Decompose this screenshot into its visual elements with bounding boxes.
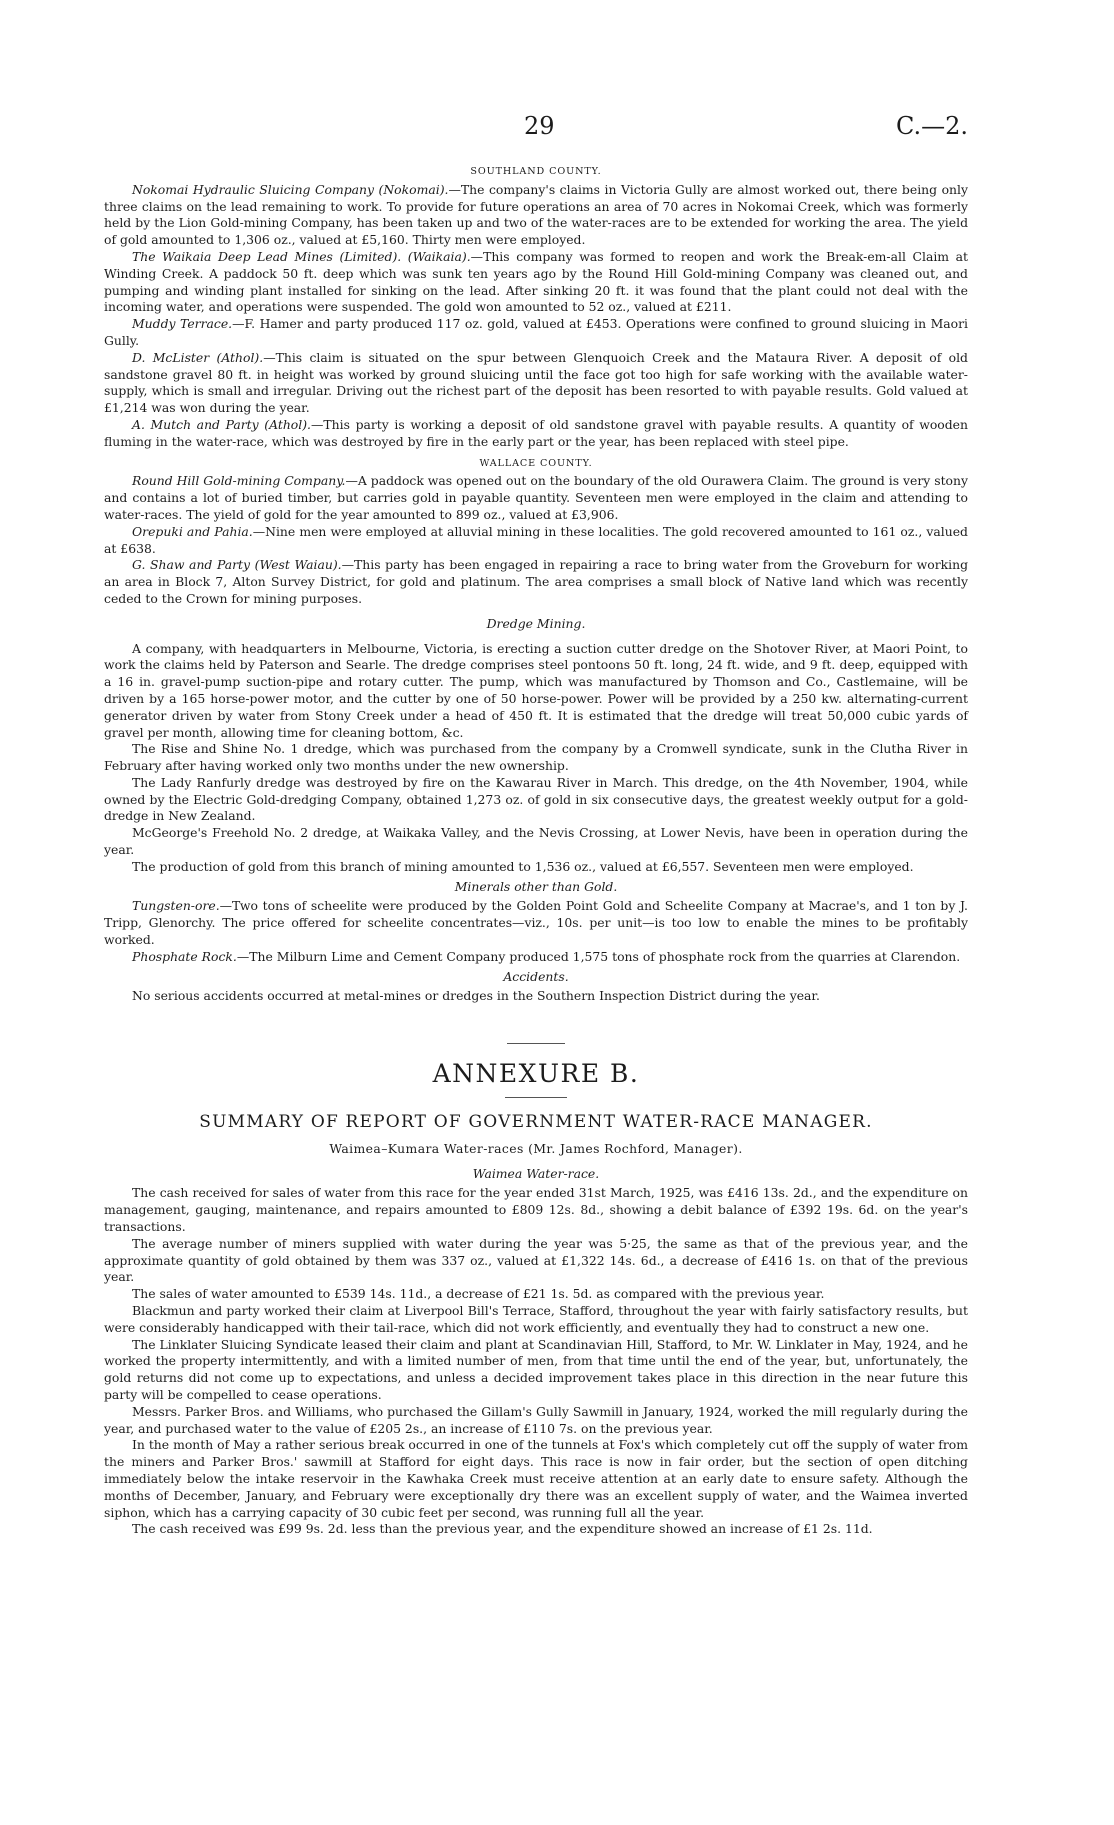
paragraph-text: —F. Hamer and party produced 117 oz. gold, valued at £453. Operations were confined to ground sluicing in Maori Gully.: [104, 316, 968, 348]
paragraph: A company, with headquarters in Melbourne, Victoria, is erecting a suction cutter dredge on the Shotover River, at Maori Point, to work the claims held by Paterson and Searle. The dredge comprises steel pontoons 50 ft. long, 24 ft. wide, and 9 ft. deep, equipped with a 16 in. gravel-pump suction-pipe and rotary cutter. The pump, which was manufactured by Thomson and Co., Castlemaine, will be driven by a 165 horse-power motor, and the cutter by one of 50 horse-power. Power will be provided by a 250 kw. alternating-current generator driven by water from Stony Creek under a head of 450 ft. It is estimated that the dredge will treat 50,000 cubic yards of gravel per month, allowing time for cleaning bottom, &c.: [104, 640, 968, 740]
annexure-title: ANNEXURE B.: [432, 1059, 640, 1089]
section-title-wallace: WALLACE COUNTY.: [479, 457, 593, 469]
paragraph: The cash received for sales of water from this race for the year ended 31st March, 1925, was £416 13s. 2d., and the expenditure on management, gauging, maintenance, and repairs amounted to £809 12s. 8d., showing a debit balance of £392 19s. 6d. on the year's transactions.: [104, 1185, 968, 1235]
paragraph: In the month of May a rather serious break occurred in one of the tunnels at Fox's which completely cut off the supply of water from the miners and Parker Bros.' sawmill at Stafford for eight days. This race is now in fair order, but the section of open ditching immediately below the intake reservoir in the Kawhaka Creek must receive attention at an early date to ensure safety. Although the months of December, January, and February were exceptionally dry there was an excellent supply of water, and the Waimea inverted siphon, which has a carrying capacity of 30 cubic feet per second, was running full all the year.: [104, 1437, 968, 1520]
paragraph: The cash received was £99 9s. 2d. less than the previous year, and the expenditure showed an increase of £1 2s. 11d.: [132, 1521, 873, 1537]
paragraph-text: —Two tons of scheelite were produced by the Golden Point Gold and Scheelite Company at Macrae's, and 1 ton by J. Tripp, Glenorchy. The price offered for scheelite concentrates—viz., 10s. per unit—is too low to enable the mines to be profitably worked.: [104, 898, 968, 948]
section-title-dredge: Dredge Mining.: [486, 615, 586, 631]
paragraph-text: —A paddock was opened out on the boundary of the old Ourawera Claim. The ground is very stony and contains a lot of buried timber, but carries gold in payable quantity. Seventeen men were employed in the claim and attending to water-races. The yield of gold for the year amounted to 899 oz., valued at £3,906.: [104, 473, 968, 522]
paragraph-lead: Nokomai Hydraulic Sluicing Company (Nokomai).: [132, 181, 449, 197]
annexure-subtitle: Waimea–Kumara Water-races (Mr. James Rochford, Manager).: [329, 1140, 743, 1156]
paragraph-lead: Orepuki and Pahia.: [132, 523, 253, 539]
section-divider: [507, 1043, 565, 1044]
paragraph: [104, 417, 968, 451]
paragraph-lead: D. McLister (Athol).: [132, 349, 264, 365]
paragraph-lead: Muddy Terrace.: [132, 316, 233, 332]
section-title-accidents: Accidents.: [503, 968, 569, 984]
paragraph: [104, 350, 968, 417]
southland-section: [104, 164, 968, 451]
paragraph-text: —This company was formed to reopen and work the Break-em-all Claim at Winding Creek. A paddock 50 ft. deep which was sunk ten years ago by the Round Hill Gold-mining Company was cleaned out, and pumping and winding plant installed for sinking on the lead. After sinking 20 ft. it was found that the plant could not deal with the incoming water, and operations were suspended. The gold won amounted to 52 oz., valued at £211.: [104, 248, 968, 315]
page-number: 29: [524, 112, 555, 140]
paragraph: The Lady Ranfurly dredge was destroyed by fire on the Kawarau River in March. This dredge, on the 4th November, 1904, while owned by the Electric Gold-dredging Company, obtained 1,273 oz. of gold in six consecutive days, the greatest weekly output for a gold-dredge in New Zealand.: [104, 774, 968, 824]
paragraph: McGeorge's Freehold No. 2 dredge, at Waikaka Valley, and the Nevis Crossing, at Lower Nevis, have been in operation during the year.: [104, 825, 968, 858]
paragraph: [104, 898, 968, 948]
annexure-section: [104, 1059, 968, 1538]
paragraph: The Linklater Sluicing Syndicate leased their claim and plant at Scandinavian Hill, Stafford, to Mr. W. Linklater in May, 1924, and he worked the property intermittently, and with a limited number of men, from that time until the end of the year, but, unfortunately, the gold returns did not come up to expectations, and unless a decided improvement takes place in this direction in the near future this party will be compelled to cease operations.: [104, 1336, 968, 1402]
minerals-section: [104, 879, 968, 966]
paragraph-text: —This party has been engaged in repairing a race to bring water from the Groveburn for working an area in Block 7, Alton Survey District, for gold and platinum. The area comprises a small block of Native land which was recently ceded to the Crown for mining purposes.: [104, 557, 968, 606]
paragraph: [104, 316, 968, 350]
paragraph: The average number of miners supplied with water during the year was 5·25, the same as that of the previous year, and the approximate quantity of gold obtained by them was 337 oz., valued at £1,322 14s. 6d., a decrease of £416 1s. on that of the previous year.: [104, 1235, 968, 1285]
summary-title: SUMMARY OF REPORT OF GOVERNMENT WATER-RACE MANAGER.: [199, 1112, 873, 1133]
paragraph: [104, 249, 968, 316]
paragraph: [104, 524, 968, 558]
paragraph-lead: Round Hill Gold-mining Company.: [132, 473, 346, 489]
paragraph-lead: A. Mutch and Party (Athol).: [132, 416, 311, 432]
paragraph: The Rise and Shine No. 1 dredge, which was purchased from the company by a Cromwell syndicate, sunk in the Clutha River in February after having worked only two months under the new ownership.: [104, 741, 968, 774]
paragraph-lead: The Waikaia Deep Lead Mines (Limited). (Waikaia).: [132, 248, 471, 264]
paragraph-lead: Phosphate Rock.: [132, 948, 237, 964]
paragraph-text: —Nine men were employed at alluvial mining in these localities. The gold recovered amounted to 161 oz., valued at £638.: [104, 523, 968, 556]
paragraph: [104, 557, 968, 607]
paragraph-text: —This party is working a deposit of old sandstone gravel with payable results. A quantity of wooden fluming in the water-race, which was destroyed by fire in the early part or the year, has been replaced with steel pipe.: [104, 416, 968, 449]
dredge-section: [104, 616, 968, 876]
paragraph: [104, 182, 968, 249]
paragraph: Messrs. Parker Bros. and Williams, who purchased the Gillam's Gully Sawmill in January, 1924, worked the mill regularly during the year, and purchased water to the value of £205 2s., an increase of £110 7s. on the previous year.: [104, 1403, 968, 1436]
page-header: [104, 112, 968, 152]
title-divider: [505, 1097, 567, 1098]
document-reference: C.—2.: [895, 112, 968, 140]
section-title-waimea: Waimea Water-race.: [472, 1165, 600, 1181]
paragraph: [104, 949, 968, 966]
paragraph: Blackmun and party worked their claim at Liverpool Bill's Terrace, Stafford, throughout the year with fairly satisfactory results, but were considerably handicapped with their tail-race, which did not work efficiently, and eventually they had to construct a new one.: [104, 1303, 968, 1335]
accidents-section: [104, 969, 968, 1006]
section-title-southland: SOUTHLAND COUNTY.: [470, 166, 602, 177]
paragraph-text: —The Milburn Lime and Cement Company produced 1,575 tons of phosphate rock from the quarries at Clarendon.: [236, 948, 961, 964]
section-title-minerals: Minerals other than Gold.: [454, 878, 618, 894]
page-body: [104, 164, 968, 1538]
paragraph: The sales of water amounted to £539 14s. 11d., a decrease of £21 1s. 5d. as compared with the previous year.: [132, 1286, 825, 1302]
paragraph-text: —The company's claims in Victoria Gully are almost worked out, there being only three claims on the lead remaining to work. To provide for future operations an area of 70 acres in Nokomai Creek, which was formerly held by the Lion Gold-mining Company, has been taken up and two of the water-races are to be extended for working the area. The yield of gold amounted to 1,306 oz., valued at £5,160. Thirty men were employed.: [104, 181, 968, 248]
paragraph-lead: Tungsten-ore.: [132, 898, 220, 914]
paragraph: No serious accidents occurred at metal-mines or dredges in the Southern Inspection District during the year.: [132, 988, 820, 1004]
paragraph-text: —This claim is situated on the spur between Glenquoich Creek and the Mataura River. A deposit of old sandstone gravel 80 ft. in height was worked by ground sluicing until the face got too high for safe working with the available water-supply, which is small and irregular. Driving out the richest part of the deposit has been resorted to with payable results. Gold valued at £1,214 was won during the year.: [104, 349, 968, 416]
paragraph: [104, 473, 968, 523]
paragraph: The production of gold from this branch of mining amounted to 1,536 oz., valued at £6,557. Seventeen men were employed.: [132, 858, 914, 874]
paragraph-lead: G. Shaw and Party (West Waiau).: [132, 557, 342, 573]
wallace-section: [104, 456, 968, 608]
